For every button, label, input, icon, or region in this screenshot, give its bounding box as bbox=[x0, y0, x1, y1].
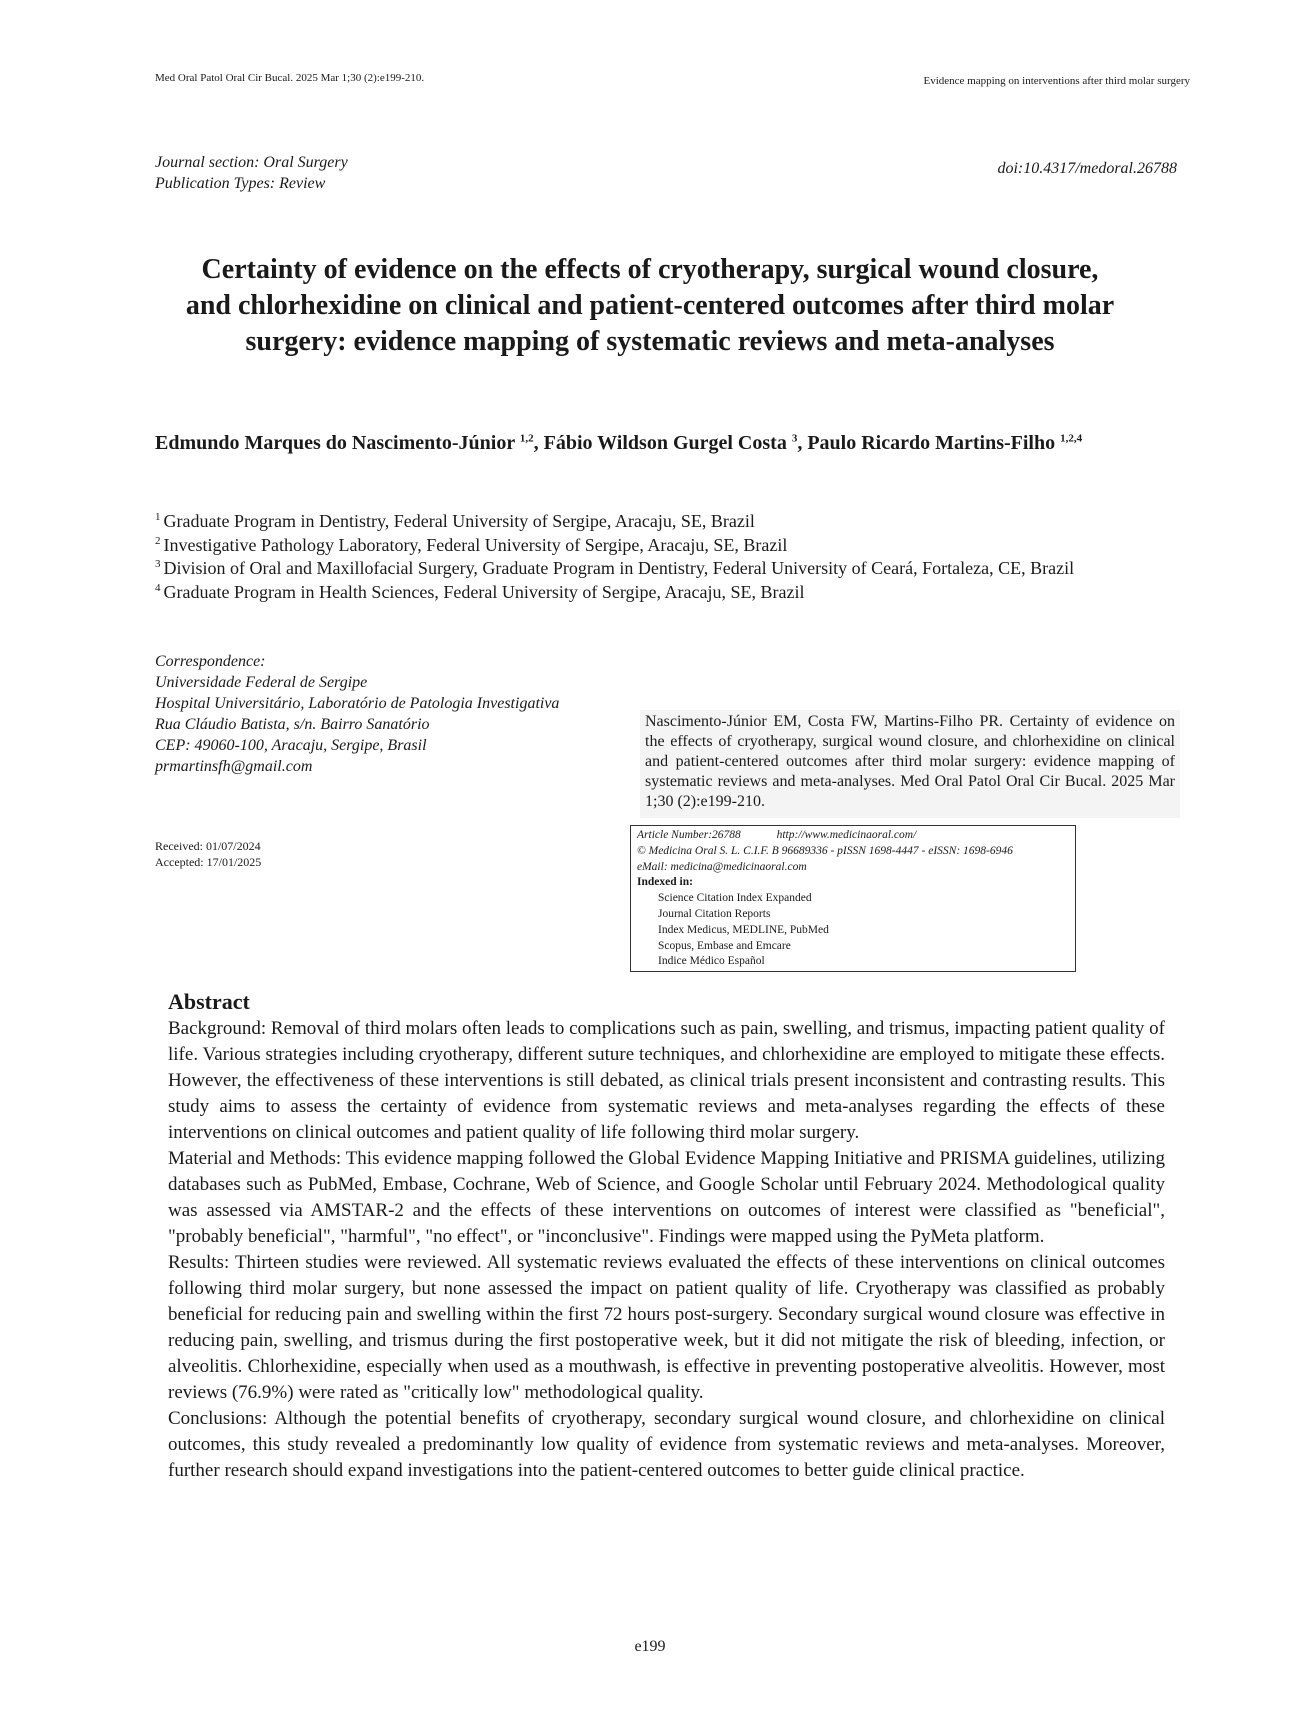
affiliation-text: Graduate Program in Health Sciences, Federal University of Sergipe, Aracaju, SE, Brazil bbox=[163, 581, 805, 602]
index-item: Scopus, Embase and Emcare bbox=[658, 939, 791, 952]
affiliation-item bbox=[155, 534, 1074, 558]
running-header-title: Evidence mapping on interventions after third molar surgery bbox=[923, 75, 1190, 87]
author-list bbox=[155, 432, 1082, 455]
affiliation-number: 4 bbox=[155, 581, 161, 594]
affiliation-number: 3 bbox=[155, 558, 161, 570]
affiliation-item bbox=[155, 510, 1074, 534]
affiliation-number: 2 bbox=[155, 534, 161, 547]
correspondence-line: Universidade Federal de Sergipe bbox=[155, 674, 368, 691]
abstract-results: Results: Thirteen studies were reviewed. All systematic reviews evaluated the effects of these interventions on clinical outcomes following third molar surgery, but none assessed the impact on patient quality of life. Cryotherapy was classified as probably beneficial for reducing pain and swelling within the first 72 hours post-surgery. Secondary surgical wound closure was effective in reducing pain, swelling, and trismus during the first postoperative week, but it did not mitigate the risk of bleeding, infection, or alveolitis. Chlorhexidine, especially when used as a mouthwash, is effective in preventing postoperative alveolitis. However, most reviews (76.9%) were rated as "critically low" methodological quality. bbox=[168, 1252, 1165, 1403]
article-dates bbox=[155, 838, 261, 870]
correspondence-email[interactable]: prmartinsfh@gmail.com bbox=[155, 758, 313, 775]
abstract-conclusions: Conclusions: Although the potential benefits of cryotherapy, secondary surgical wound closure, and chlorhexidine on clinical outcomes, this study revealed a predominantly low quality of evidence from systematic reviews and meta-analyses. Moreover, further research should expand investigations into the patient-centered outcomes to better guide clinical practice. bbox=[168, 1408, 1165, 1481]
title-line: surgery: evidence mapping of systematic reviews and meta-analyses bbox=[245, 326, 1055, 357]
affiliation-text: Investigative Pathology Laboratory, Federal University of Sergipe, Aracaju, SE, Brazil bbox=[163, 534, 788, 555]
author-name: Edmundo Marques do Nascimento-Júnior bbox=[155, 432, 515, 454]
index-item: Science Citation Index Expanded bbox=[658, 892, 812, 905]
publication-type: Publication Types: Review bbox=[155, 175, 326, 192]
journal-meta bbox=[155, 152, 348, 194]
article-info-box bbox=[630, 825, 1076, 972]
journal-url[interactable]: http://www.medicinaoral.com/ bbox=[776, 829, 917, 841]
affiliation-item bbox=[155, 557, 1074, 581]
correspondence-label: Correspondence: bbox=[155, 653, 266, 670]
index-item: Journal Citation Reports bbox=[658, 907, 771, 920]
citation-block: Nascimento-Júnior EM, Costa FW, Martins-Filho PR. Certainty of evidence on the effects of cryotherapy, surgical wound closure, and chlorhexidine on clinical and patient-centered outcomes after third molar surgery: evidence mapping of systematic reviews and meta-analyses. Med Oral Patol Oral Cir Bucal. 2025 Mar 1;30 (2):e199-210. bbox=[640, 710, 1180, 818]
article-title bbox=[140, 252, 1160, 360]
received-date: Received: 01/07/2024 bbox=[155, 839, 261, 853]
index-item: Indice Médico Español bbox=[658, 955, 765, 968]
journal-section: Journal section: Oral Surgery bbox=[155, 154, 348, 171]
affiliation-text: Division of Oral and Maxillofacial Surgery, Graduate Program in Dentistry, Federal University of Ceará, Fortaleza, CE, Brazil bbox=[163, 558, 1075, 578]
copyright-line: © Medicina Oral S. L. C.I.F. B 96689336 - pISSN 1698-4447 - eISSN: 1698-6946 bbox=[637, 844, 1013, 857]
author-affiliation-marker: 1,2 bbox=[519, 432, 534, 445]
accepted-date: Accepted: 17/01/2025 bbox=[155, 855, 262, 869]
title-line: and chlorhexidine on clinical and patient-centered outcomes after third molar bbox=[185, 290, 1115, 321]
affiliations bbox=[155, 510, 1074, 604]
info-line bbox=[637, 828, 1069, 844]
affiliation-text: Graduate Program in Dentistry, Federal University of Sergipe, Aracaju, SE, Brazil bbox=[163, 511, 755, 531]
correspondence-line: Hospital Universitário, Laboratório de Patologia Investigativa bbox=[155, 695, 560, 712]
correspondence-line: CEP: 49060-100, Aracaju, Sergipe, Brasil bbox=[155, 737, 427, 754]
abstract-methods: Material and Methods: This evidence mapping followed the Global Evidence Mapping Initiative and PRISMA guidelines, utilizing databases such as PubMed, Embase, Cochrane, Web of Science, and Google Scholar until February 2024. Methodological quality was assessed via AMSTAR-2 and the effects of these interventions on outcomes of interest were classified as "beneficial", "probably beneficial", "harmful", "no effect", or "inconclusive". Findings were mapped using the PyMeta platform. bbox=[168, 1148, 1165, 1247]
correspondence-line: Rua Cláudio Batista, s/n. Bairro Sanatório bbox=[155, 716, 430, 733]
doi[interactable]: doi:10.4317/medoral.26788 bbox=[997, 160, 1177, 177]
correspondence-block bbox=[155, 651, 559, 777]
author-separator: , bbox=[797, 432, 808, 454]
indexed-label: Indexed in: bbox=[637, 876, 693, 889]
journal-email[interactable]: eMail: medicina@medicinaoral.com bbox=[637, 860, 807, 873]
author-name: Paulo Ricardo Martins-Filho bbox=[807, 432, 1056, 454]
author-name: Fábio Wildson Gurgel Costa bbox=[543, 432, 787, 454]
affiliation-item bbox=[155, 581, 1074, 605]
author-affiliation-marker: 1,2,4 bbox=[1060, 432, 1083, 445]
page-number: e199 bbox=[634, 1638, 666, 1655]
title-line: Certainty of evidence on the effects of cryotherapy, surgical wound closure, bbox=[201, 254, 1099, 285]
abstract-background: Background: Removal of third molars often leads to complications such as pain, swelling, and trismus, impacting patient quality of life. Various strategies including cryotherapy, different suture techniques, and chlorhexidine are employed to mitigate these effects. However, the effectiveness of these interventions is still debated, as clinical trials present inconsistent and contrasting results. This study aims to assess the certainty of evidence from systematic reviews and meta-analyses regarding the effects of these interventions on clinical outcomes and patient quality of life following third molar surgery. bbox=[168, 1018, 1165, 1143]
index-item: Index Medicus, MEDLINE, PubMed bbox=[658, 923, 829, 936]
abstract-heading: Abstract bbox=[168, 989, 250, 1014]
author-separator: , bbox=[533, 432, 544, 454]
abstract-section bbox=[168, 988, 1165, 1484]
running-header-citation: Med Oral Patol Oral Cir Bucal. 2025 Mar 1;30 (2):e199-210. bbox=[155, 72, 425, 84]
affiliation-number: 1 bbox=[155, 511, 161, 523]
article-number: Article Number:26788 bbox=[637, 829, 741, 841]
author-affiliation-marker: 3 bbox=[791, 432, 798, 445]
